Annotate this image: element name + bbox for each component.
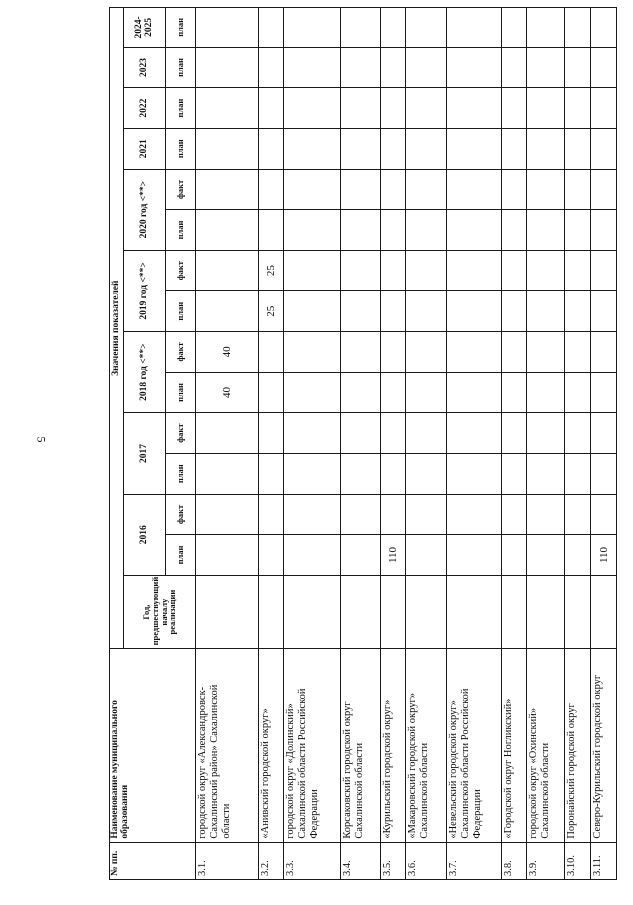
value-cell: [527, 372, 565, 413]
table-row: [406, 8, 447, 880]
value-cell: [502, 535, 527, 576]
value-cell: [527, 332, 565, 373]
header-year-before: Год, предшествующий началу реализации: [124, 575, 196, 649]
value-cell: [527, 291, 565, 332]
value-cell: [502, 47, 527, 88]
value-cell: [565, 494, 591, 535]
page-number: 5: [34, 436, 49, 443]
value-cell: [447, 332, 502, 373]
value-cell: [381, 494, 406, 535]
value-cell: [196, 210, 259, 251]
value-cell: [406, 210, 447, 251]
value-cell: [527, 535, 565, 576]
table-row: [565, 8, 591, 880]
municipality-name: «Невельский городской округ» Сахалинской области Российской Федерации: [447, 649, 502, 842]
header-fact: факт: [166, 250, 196, 291]
row-number: 3.9.: [527, 842, 565, 879]
value-cell: [565, 413, 591, 454]
table-row: [447, 8, 502, 880]
header-year-2023: 2023: [124, 47, 166, 88]
value-cell: [284, 128, 341, 169]
header-plan: план: [166, 128, 196, 169]
value-cell: [502, 332, 527, 373]
municipality-name: «Анивский городской округ»: [259, 649, 284, 842]
value-cell: [591, 575, 617, 649]
value-cell: [284, 291, 341, 332]
value-cell: [502, 210, 527, 251]
value-cell: [527, 169, 565, 210]
value-cell: [381, 372, 406, 413]
value-cell: [341, 169, 381, 210]
value-cell: [406, 372, 447, 413]
value-cell: [565, 250, 591, 291]
value-cell: [406, 128, 447, 169]
municipality-name: «Макаровский городской округ» Сахалинской области: [406, 649, 447, 842]
value-cell: [406, 413, 447, 454]
row-number: 3.6.: [406, 842, 447, 879]
value-cell: [341, 291, 381, 332]
value-cell: [341, 210, 381, 251]
value-cell: [284, 575, 341, 649]
value-cell: [196, 413, 259, 454]
value-cell: [527, 210, 565, 251]
value-cell: [406, 291, 447, 332]
value-cell: [406, 494, 447, 535]
header-name: Наименование муниципального образования: [110, 649, 196, 842]
table-body: [196, 8, 617, 880]
value-cell: [502, 169, 527, 210]
value-cell: [381, 575, 406, 649]
indicators-table: [109, 7, 617, 880]
value-cell: [591, 169, 617, 210]
value-cell: [196, 169, 259, 210]
value-cell: [527, 575, 565, 649]
municipality-name: Северо-Курильский городской округ: [591, 649, 617, 842]
municipality-name: городской округ «Александровск-Сахалинский район» Сахалинской области: [196, 649, 259, 842]
value-cell: [591, 128, 617, 169]
header-year-2024-2025: 2024-2025: [124, 8, 166, 48]
value-cell: [406, 47, 447, 88]
value-cell: [406, 8, 447, 48]
value-cell: [447, 575, 502, 649]
header-plan: план: [166, 291, 196, 332]
value-cell: [565, 372, 591, 413]
value-cell: [406, 169, 447, 210]
value-cell: [381, 169, 406, 210]
value-cell: 40: [196, 332, 259, 373]
value-cell: [196, 88, 259, 129]
header-num: № пп.: [110, 842, 196, 879]
municipality-name: «Городской округ Ногликский»: [502, 649, 527, 842]
value-cell: [196, 250, 259, 291]
header-year-2022: 2022: [124, 88, 166, 129]
value-cell: 110: [591, 535, 617, 576]
value-cell: [259, 88, 284, 129]
value-cell: [259, 332, 284, 373]
value-cell: [565, 47, 591, 88]
header-fact: факт: [166, 332, 196, 373]
value-cell: 110: [381, 535, 406, 576]
value-cell: [196, 8, 259, 48]
value-cell: [196, 535, 259, 576]
value-cell: [406, 535, 447, 576]
value-cell: [381, 250, 406, 291]
value-cell: [381, 8, 406, 48]
value-cell: [341, 494, 381, 535]
table-row: [259, 8, 284, 880]
value-cell: [284, 88, 341, 129]
value-cell: [447, 210, 502, 251]
header-fact: факт: [166, 494, 196, 535]
value-cell: [259, 453, 284, 494]
value-cell: [565, 169, 591, 210]
row-number: 3.1.: [196, 842, 259, 879]
row-number: 3.4.: [341, 842, 381, 879]
value-cell: [565, 332, 591, 373]
municipality-name: Корсаковский городской округ Сахалинской области: [341, 649, 381, 842]
value-cell: [502, 8, 527, 48]
value-cell: [284, 250, 341, 291]
value-cell: [591, 332, 617, 373]
value-cell: [565, 88, 591, 129]
value-cell: [527, 413, 565, 454]
value-cell: 25: [259, 291, 284, 332]
header-plan: план: [166, 210, 196, 251]
value-cell: [196, 291, 259, 332]
value-cell: [381, 88, 406, 129]
header-plan: план: [166, 453, 196, 494]
value-cell: [341, 88, 381, 129]
value-cell: [381, 332, 406, 373]
value-cell: [406, 332, 447, 373]
value-cell: [259, 169, 284, 210]
value-cell: [527, 494, 565, 535]
value-cell: [341, 47, 381, 88]
value-cell: [284, 8, 341, 48]
value-cell: [447, 494, 502, 535]
value-cell: 40: [196, 372, 259, 413]
value-cell: [381, 47, 406, 88]
value-cell: [502, 128, 527, 169]
value-cell: [259, 128, 284, 169]
value-cell: [591, 250, 617, 291]
value-cell: [527, 88, 565, 129]
value-cell: [502, 372, 527, 413]
value-cell: [341, 453, 381, 494]
value-cell: [527, 453, 565, 494]
header-plan: план: [166, 88, 196, 129]
value-cell: [284, 453, 341, 494]
value-cell: [196, 47, 259, 88]
table-row: [284, 8, 341, 880]
municipality-name: Поронайский городской округ: [565, 649, 591, 842]
header-year-2017: 2017: [124, 413, 166, 494]
value-cell: [196, 575, 259, 649]
value-cell: [565, 535, 591, 576]
value-cell: [527, 250, 565, 291]
value-cell: [527, 8, 565, 48]
value-cell: [591, 413, 617, 454]
header-plan: план: [166, 8, 196, 48]
table-row: [341, 8, 381, 880]
municipality-name: «Курильский городской округ»: [381, 649, 406, 842]
header-plan: план: [166, 535, 196, 576]
row-number: 3.2.: [259, 842, 284, 879]
value-cell: [284, 169, 341, 210]
header-fact: факт: [166, 413, 196, 454]
value-cell: [447, 535, 502, 576]
header-fact: факт: [166, 169, 196, 210]
value-cell: [447, 88, 502, 129]
value-cell: [502, 413, 527, 454]
value-cell: 25: [259, 250, 284, 291]
header-year-2018: 2018 год <**>: [124, 332, 166, 413]
value-cell: [447, 372, 502, 413]
value-cell: [341, 332, 381, 373]
value-cell: [591, 210, 617, 251]
value-cell: [591, 291, 617, 332]
value-cell: [502, 453, 527, 494]
row-number: 3.10.: [565, 842, 591, 879]
value-cell: [527, 128, 565, 169]
value-cell: [565, 210, 591, 251]
value-cell: [341, 128, 381, 169]
value-cell: [565, 291, 591, 332]
value-cell: [591, 453, 617, 494]
value-cell: [502, 575, 527, 649]
value-cell: [565, 453, 591, 494]
value-cell: [284, 535, 341, 576]
header-values: Значения показателей: [110, 8, 124, 649]
value-cell: [591, 372, 617, 413]
value-cell: [381, 291, 406, 332]
value-cell: [591, 47, 617, 88]
value-cell: [447, 8, 502, 48]
value-cell: [406, 575, 447, 649]
header-year-2021: 2021: [124, 128, 166, 169]
value-cell: [565, 8, 591, 48]
value-cell: [259, 372, 284, 413]
value-cell: [447, 250, 502, 291]
value-cell: [259, 8, 284, 48]
table-row: [502, 8, 527, 880]
value-cell: [341, 413, 381, 454]
value-cell: [447, 128, 502, 169]
value-cell: [447, 169, 502, 210]
value-cell: [341, 535, 381, 576]
table-row: [527, 8, 565, 880]
municipality-name: городской округ «Охинский» Сахалинской области: [527, 649, 565, 842]
header-plan: план: [166, 372, 196, 413]
value-cell: [381, 413, 406, 454]
value-cell: [381, 128, 406, 169]
rotated-table-container: [109, 7, 610, 880]
table-row: [591, 8, 617, 880]
municipality-name: городской округ «Долинский» Сахалинской области Российской Федерации: [284, 649, 341, 842]
table-row: [196, 8, 259, 880]
value-cell: [259, 575, 284, 649]
value-cell: [259, 494, 284, 535]
value-cell: [381, 210, 406, 251]
value-cell: [591, 88, 617, 129]
value-cell: [284, 47, 341, 88]
value-cell: [259, 47, 284, 88]
value-cell: [502, 250, 527, 291]
value-cell: [284, 210, 341, 251]
value-cell: [447, 413, 502, 454]
value-cell: [259, 535, 284, 576]
value-cell: [447, 291, 502, 332]
value-cell: [591, 8, 617, 48]
value-cell: [284, 332, 341, 373]
header-plan: план: [166, 47, 196, 88]
value-cell: [565, 575, 591, 649]
value-cell: [341, 250, 381, 291]
value-cell: [284, 494, 341, 535]
value-cell: [341, 575, 381, 649]
value-cell: [259, 210, 284, 251]
value-cell: [527, 47, 565, 88]
value-cell: [565, 128, 591, 169]
value-cell: [447, 453, 502, 494]
value-cell: [196, 128, 259, 169]
value-cell: [447, 47, 502, 88]
row-number: 3.5.: [381, 842, 406, 879]
row-number: 3.11.: [591, 842, 617, 879]
row-number: 3.8.: [502, 842, 527, 879]
header-year-2016: 2016: [124, 494, 166, 575]
row-number: 3.3.: [284, 842, 341, 879]
header-year-2019: 2019 год <**>: [124, 250, 166, 331]
value-cell: [591, 494, 617, 535]
value-cell: [502, 494, 527, 535]
header-year-2020: 2020 год <**>: [124, 169, 166, 250]
value-cell: [341, 8, 381, 48]
value-cell: [284, 413, 341, 454]
value-cell: [406, 250, 447, 291]
value-cell: [196, 453, 259, 494]
value-cell: [502, 291, 527, 332]
value-cell: [502, 88, 527, 129]
value-cell: [341, 372, 381, 413]
value-cell: [406, 453, 447, 494]
value-cell: [381, 453, 406, 494]
value-cell: [196, 494, 259, 535]
table-row: [381, 8, 406, 880]
value-cell: [406, 88, 447, 129]
value-cell: [284, 372, 341, 413]
value-cell: [259, 413, 284, 454]
row-number: 3.7.: [447, 842, 502, 879]
